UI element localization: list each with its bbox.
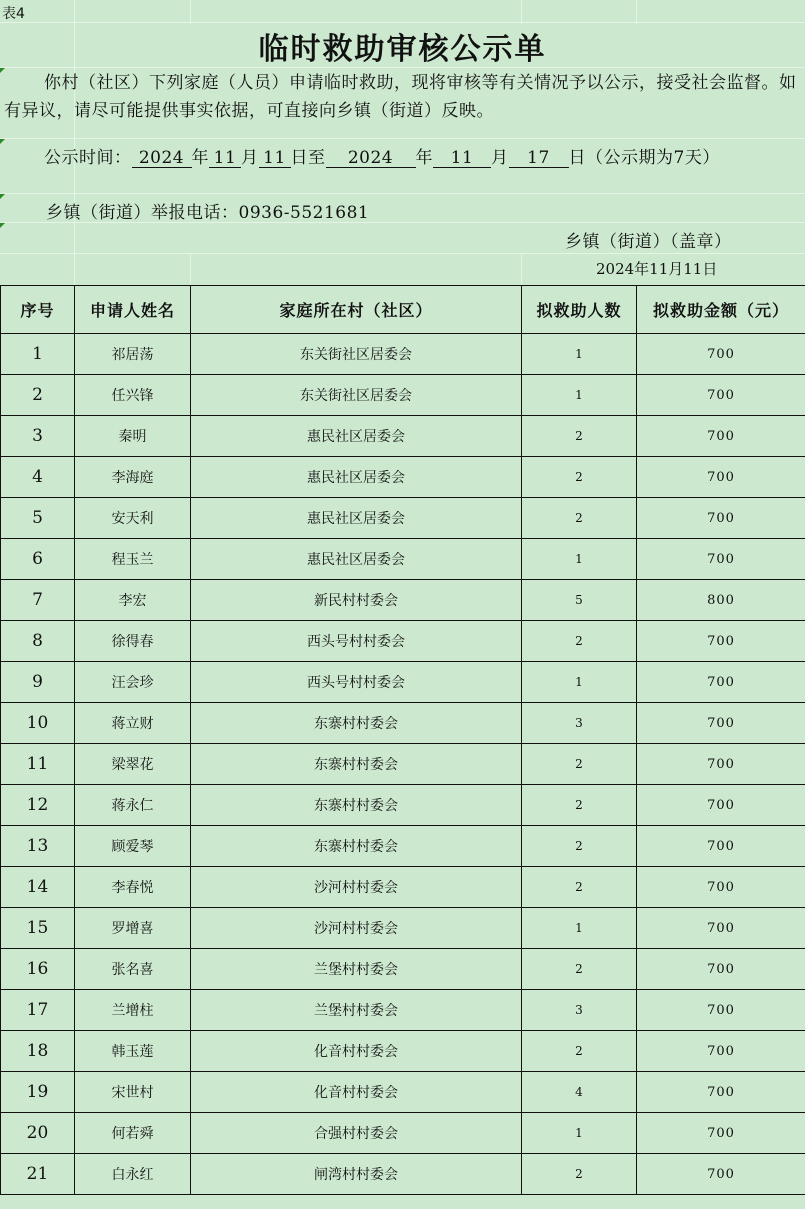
report-phone: 乡镇（街道）举报电话：0936-5521681 [46,203,370,223]
table-row [1,867,805,908]
cell-village: 东关街社区居委会 [191,375,522,416]
cell-count: 4 [522,1072,637,1113]
cell-seq: 6 [1,539,75,580]
cell-amount: 700 [637,662,805,703]
cell-village: 兰堡村村委会 [191,949,522,990]
table-row [1,498,805,539]
publicity-suffix: 日（公示期为7天） [568,148,720,168]
intro-paragraph [4,69,802,125]
cell-seq: 5 [1,498,75,539]
cell-count: 1 [522,334,637,375]
cell-village: 东寨村村委会 [191,826,522,867]
cell-village: 西头号村村委会 [191,662,522,703]
header-count: 拟救助人数 [522,286,637,334]
cell-name: 任兴锋 [75,375,191,416]
month-char: 月 [241,148,259,168]
cell-amount: 700 [637,826,805,867]
grid-line [521,0,522,24]
cell-name: 安天利 [75,498,191,539]
cell-village: 东关街社区居委会 [191,334,522,375]
table-row [1,457,805,498]
cell-village: 沙河村村委会 [191,908,522,949]
cell-count: 1 [522,662,637,703]
table-row [1,990,805,1031]
cell-name: 罗增喜 [75,908,191,949]
publicity-period [44,143,720,168]
cell-amount: 700 [637,744,805,785]
cell-name: 宋世村 [75,1072,191,1113]
grid-line [190,253,191,285]
cell-name: 梁翠花 [75,744,191,785]
cell-seq: 8 [1,621,75,662]
table-row [1,334,805,375]
table-row [1,375,805,416]
table-row [1,785,805,826]
table-row [1,949,805,990]
cell-amount: 700 [637,703,805,744]
month-char-2: 月 [491,148,509,168]
end-day: 17 [509,149,569,168]
header-village: 家庭所在村（社区） [191,286,522,334]
cell-count: 2 [522,1031,637,1072]
cell-seq: 15 [1,908,75,949]
cell-amount: 700 [637,334,805,375]
grid-line [0,253,805,254]
cell-seq: 16 [1,949,75,990]
cell-village: 沙河村村委会 [191,867,522,908]
cell-count: 5 [522,580,637,621]
day-to: 日至 [290,148,326,168]
cell-village: 化音村村委会 [191,1072,522,1113]
cell-seq: 12 [1,785,75,826]
cell-name: 李春悦 [75,867,191,908]
cell-village: 新民村村委会 [191,580,522,621]
cell-count: 2 [522,457,637,498]
header-seq: 序号 [1,286,75,334]
cell-name: 祁居荡 [75,334,191,375]
grid-line [0,22,805,23]
cell-count: 2 [522,621,637,662]
publicity-prefix: 公示时间： [44,148,132,168]
cell-name: 白永红 [75,1154,191,1195]
cell-name: 张名喜 [75,949,191,990]
cell-count: 1 [522,539,637,580]
cell-amount: 700 [637,1031,805,1072]
cell-seq: 1 [1,334,75,375]
cell-seq: 10 [1,703,75,744]
cell-village: 惠民社区居委会 [191,498,522,539]
cell-count: 2 [522,498,637,539]
sheet-label: 表4 [2,6,25,22]
cell-name: 徐得春 [75,621,191,662]
table-row [1,416,805,457]
cell-count: 2 [522,867,637,908]
end-month: 11 [433,149,491,168]
grid-line [636,0,637,24]
cell-village: 东寨村村委会 [191,703,522,744]
table-row [1,1113,805,1154]
cell-amount: 700 [637,785,805,826]
table-row [1,1072,805,1113]
cell-name: 兰增柱 [75,990,191,1031]
cell-count: 1 [522,375,637,416]
table-row [1,539,805,580]
cell-seq: 3 [1,416,75,457]
cell-count: 3 [522,990,637,1031]
cell-amount: 700 [637,990,805,1031]
table-row [1,662,805,703]
cell-count: 1 [522,1113,637,1154]
cell-amount: 700 [637,416,805,457]
cell-amount: 700 [637,908,805,949]
cell-village: 化音村村委会 [191,1031,522,1072]
year-char: 年 [191,148,209,168]
cell-seq: 14 [1,867,75,908]
cell-seq: 2 [1,375,75,416]
cell-seq: 11 [1,744,75,785]
cell-amount: 700 [637,498,805,539]
grid-line [0,138,805,139]
table-row [1,580,805,621]
year-char-2: 年 [415,148,433,168]
grid-line [0,193,805,194]
start-day: 11 [259,149,291,168]
cell-seq: 21 [1,1154,75,1195]
cell-village: 惠民社区居委会 [191,539,522,580]
table-row [1,826,805,867]
cell-count: 2 [522,1154,637,1195]
header-name: 申请人姓名 [75,286,191,334]
cell-amount: 800 [637,580,805,621]
cell-name: 蒋永仁 [75,785,191,826]
cell-amount: 700 [637,457,805,498]
page-title: 临时救助审核公示单 [258,32,547,67]
cell-name: 程玉兰 [75,539,191,580]
cell-name: 何若舜 [75,1113,191,1154]
cell-village: 合强村村委会 [191,1113,522,1154]
cell-village: 惠民社区居委会 [191,416,522,457]
cell-count: 2 [522,416,637,457]
cell-village: 西头号村村委会 [191,621,522,662]
table-row [1,703,805,744]
cell-seq: 7 [1,580,75,621]
cell-name: 韩玉莲 [75,1031,191,1072]
cell-name: 李宏 [75,580,191,621]
cell-village: 闸湾村村委会 [191,1154,522,1195]
cell-count: 2 [522,785,637,826]
table-row [1,744,805,785]
cell-comment-marker [0,194,5,199]
cell-name: 李海庭 [75,457,191,498]
cell-village: 东寨村村委会 [191,744,522,785]
cell-seq: 18 [1,1031,75,1072]
intro-text: 你村（社区）下列家庭（人员）申请临时救助，现将审核等有关情况予以公示，接受社会监督。如有异议，请尽可能提供事实依据，可直接向乡镇（街道）反映。 [4,73,797,121]
cell-name: 秦明 [75,416,191,457]
relief-table [0,285,805,1195]
cell-amount: 700 [637,867,805,908]
cell-count: 2 [522,826,637,867]
cell-seq: 19 [1,1072,75,1113]
official-stamp-label: 乡镇（街道）（盖章） [565,232,732,252]
cell-count: 2 [522,949,637,990]
cell-comment-marker [0,223,5,228]
cell-amount: 700 [637,1154,805,1195]
notice-date: 2024年11月11日 [596,260,718,278]
cell-name: 顾爱琴 [75,826,191,867]
grid-line [521,253,522,285]
cell-amount: 700 [637,1113,805,1154]
cell-amount: 700 [637,1072,805,1113]
cell-count: 1 [522,908,637,949]
table-header-row [1,286,805,334]
cell-seq: 17 [1,990,75,1031]
grid-line [190,0,191,24]
cell-name: 蒋立财 [75,703,191,744]
cell-comment-marker [0,139,5,144]
header-amount: 拟救助金额（元） [637,286,805,334]
cell-name: 汪会珍 [75,662,191,703]
cell-seq: 13 [1,826,75,867]
cell-amount: 700 [637,621,805,662]
cell-seq: 4 [1,457,75,498]
cell-village: 兰堡村村委会 [191,990,522,1031]
end-year: 2024 [326,149,416,168]
cell-amount: 700 [637,375,805,416]
cell-village: 惠民社区居委会 [191,457,522,498]
table-row [1,1031,805,1072]
cell-amount: 700 [637,949,805,990]
table-row [1,621,805,662]
start-month: 11 [209,149,241,168]
cell-seq: 20 [1,1113,75,1154]
cell-village: 东寨村村委会 [191,785,522,826]
table-row [1,1154,805,1195]
cell-amount: 700 [637,539,805,580]
cell-seq: 9 [1,662,75,703]
table-row [1,908,805,949]
table-body [1,334,805,1195]
cell-count: 2 [522,744,637,785]
cell-count: 3 [522,703,637,744]
start-year: 2024 [132,149,192,168]
